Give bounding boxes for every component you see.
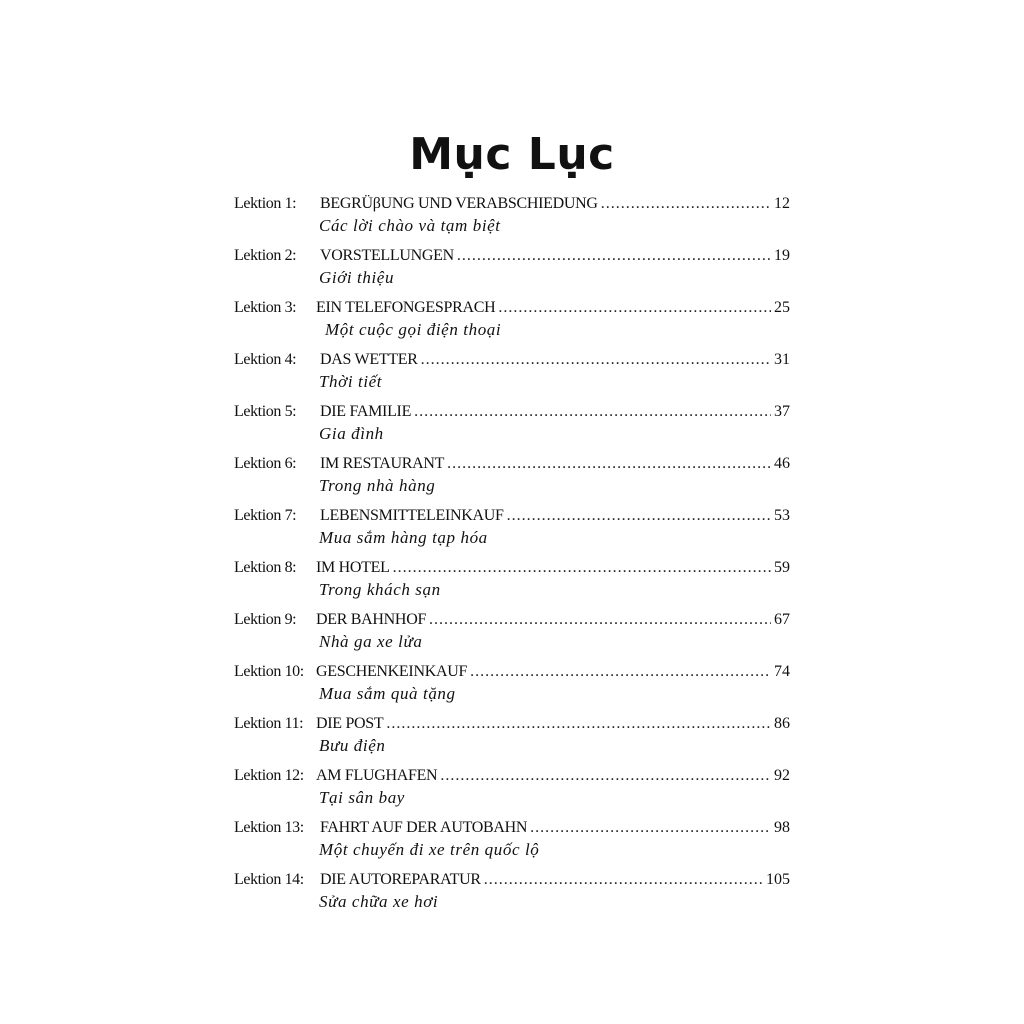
- dot-leader: [601, 193, 771, 215]
- lesson-title: DER BAHNHOF: [316, 611, 427, 628]
- lesson-subtitle: Thời tiết: [319, 372, 383, 391]
- lesson-label: Lektion 9:: [234, 611, 297, 628]
- lesson-subtitle: Một chuyến đi xe trên quốc lộ: [319, 840, 540, 859]
- dot-leader: [414, 401, 771, 423]
- toc-line: [234, 817, 790, 839]
- toc-entry-10: [234, 661, 790, 713]
- lesson-subtitle: Sửa chữa xe hơi: [319, 892, 439, 911]
- page-number: 12: [774, 195, 790, 212]
- lesson-title: LEBENSMITTELEINKAUF: [320, 507, 504, 524]
- lesson-title: GESCHENKEINKAUF: [316, 663, 468, 680]
- lesson-subtitle: Tại sân bay: [319, 788, 405, 807]
- table-of-contents: [234, 193, 790, 921]
- page-number: 31: [774, 351, 790, 368]
- page-number: 53: [774, 507, 790, 524]
- dot-leader: [393, 557, 771, 579]
- dot-leader: [507, 505, 771, 527]
- toc-line: [234, 453, 790, 475]
- toc-entry-11: [234, 713, 790, 765]
- lesson-subtitle: Một cuộc gọi điện thoại: [325, 320, 502, 339]
- toc-entry-4: [234, 349, 790, 401]
- lesson-label: Lektion 10:: [234, 663, 304, 680]
- dot-leader: [440, 765, 771, 787]
- toc-line: [234, 245, 790, 267]
- lesson-subtitle: Bưu điện: [319, 736, 386, 755]
- lesson-title: IM HOTEL: [316, 559, 390, 576]
- toc-line: [234, 193, 790, 215]
- lesson-label: Lektion 6:: [234, 455, 297, 472]
- toc-line: [234, 401, 790, 423]
- dot-leader: [470, 661, 771, 683]
- lesson-label: Lektion 8:: [234, 559, 297, 576]
- toc-entry-12: [234, 765, 790, 817]
- toc-line: [234, 869, 790, 891]
- lesson-subtitle: Nhà ga xe lửa: [319, 632, 423, 651]
- toc-line: [234, 765, 790, 787]
- lesson-subtitle: Gia đình: [319, 424, 384, 443]
- lesson-label: Lektion 7:: [234, 507, 297, 524]
- page-number: 46: [774, 455, 790, 472]
- dot-leader: [429, 609, 771, 631]
- toc-entry-9: [234, 609, 790, 661]
- toc-line: [234, 713, 790, 735]
- page-number: 25: [774, 299, 790, 316]
- page-number: 37: [774, 403, 790, 420]
- lesson-title: DIE POST: [316, 715, 384, 732]
- lesson-title: IM RESTAURANT: [320, 455, 445, 472]
- lesson-title: AM FLUGHAFEN: [316, 767, 438, 784]
- toc-entry-13: [234, 817, 790, 869]
- lesson-label: Lektion 13:: [234, 819, 304, 836]
- lesson-title: DIE AUTOREPARATUR: [320, 871, 481, 888]
- toc-entry-14: [234, 869, 790, 921]
- lesson-label: Lektion 5:: [234, 403, 297, 420]
- lesson-subtitle: Trong nhà hàng: [319, 476, 436, 495]
- lesson-title: BEGRÜβUNG UND VERABSCHIEDUNG: [320, 195, 598, 212]
- toc-line: [234, 557, 790, 579]
- page-number: 74: [774, 663, 790, 680]
- lesson-subtitle: Mua sắm hàng tạp hóa: [319, 528, 488, 547]
- lesson-title: EIN TELEFONGESPRACH: [316, 299, 496, 316]
- lesson-subtitle: Mua sắm quà tặng: [319, 684, 456, 703]
- lesson-subtitle: Các lời chào và tạm biệt: [319, 216, 501, 235]
- lesson-label: Lektion 2:: [234, 247, 297, 264]
- lesson-title: FAHRT AUF DER AUTOBAHN: [320, 819, 528, 836]
- dot-leader: [484, 869, 763, 891]
- toc-entry-2: [234, 245, 790, 297]
- lesson-label: Lektion 4:: [234, 351, 297, 368]
- lesson-title: DAS WETTER: [320, 351, 418, 368]
- dot-leader: [447, 453, 771, 475]
- toc-entry-6: [234, 453, 790, 505]
- toc-line: [234, 661, 790, 683]
- lesson-label: Lektion 11:: [234, 715, 304, 732]
- lesson-title: DIE FAMILIE: [320, 403, 412, 420]
- lesson-label: Lektion 3:: [234, 299, 297, 316]
- toc-entry-3: [234, 297, 790, 349]
- toc-entry-1: [234, 193, 790, 245]
- page-number: 86: [774, 715, 790, 732]
- toc-line: [234, 297, 790, 319]
- lesson-title: VORSTELLUNGEN: [320, 247, 454, 264]
- lesson-subtitle: Giới thiệu: [319, 268, 395, 287]
- lesson-subtitle: Trong khách sạn: [319, 580, 441, 599]
- page-number: 92: [774, 767, 790, 784]
- toc-entry-5: [234, 401, 790, 453]
- page-number: 67: [774, 611, 790, 628]
- page-number: 19: [774, 247, 790, 264]
- toc-line: [234, 609, 790, 631]
- lesson-label: Lektion 14:: [234, 871, 304, 888]
- page-title: Mục Lục: [409, 129, 615, 181]
- dot-leader: [530, 817, 771, 839]
- dot-leader: [421, 349, 771, 371]
- lesson-label: Lektion 1:: [234, 195, 297, 212]
- dot-leader: [498, 297, 771, 319]
- page-number: 59: [774, 559, 790, 576]
- lesson-label: Lektion 12:: [234, 767, 304, 784]
- dot-leader: [457, 245, 771, 267]
- dot-leader: [386, 713, 771, 735]
- page-number: 105: [766, 871, 790, 888]
- toc-line: [234, 505, 790, 527]
- page-number: 98: [774, 819, 790, 836]
- toc-entry-7: [234, 505, 790, 557]
- toc-entry-8: [234, 557, 790, 609]
- toc-line: [234, 349, 790, 371]
